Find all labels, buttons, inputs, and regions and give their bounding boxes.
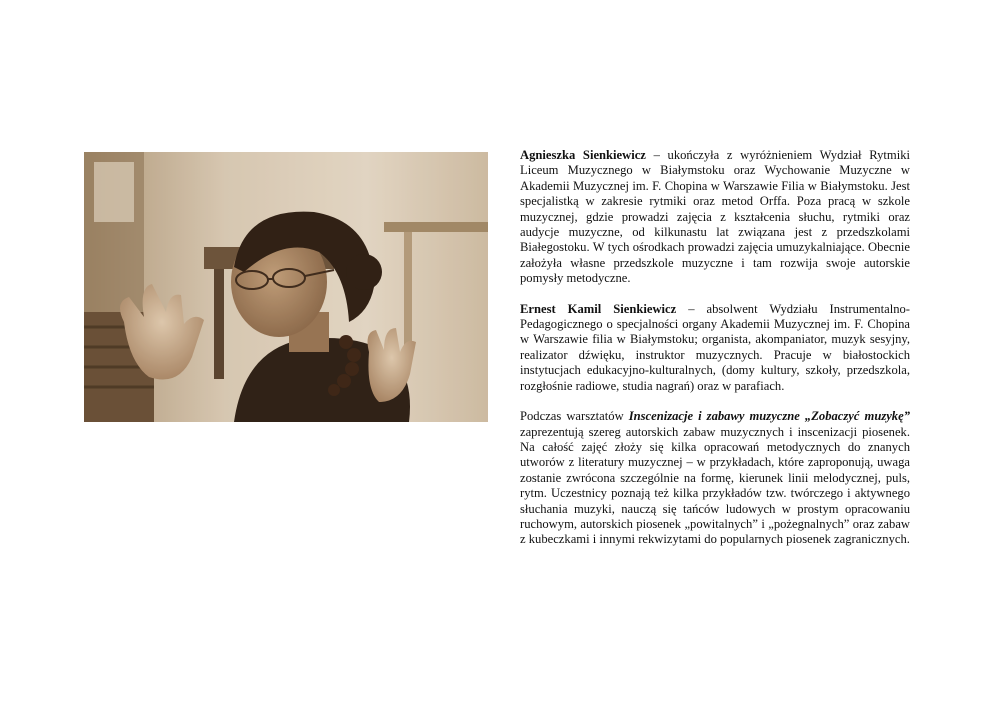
bio-agnieszka-text: – ukończyła z wyróżnieniem Wydział Rytmiki Liceum Muzycznego w Białymstoku oraz Wychowanie Muzyczne w Akademii Muzycznej im. F. Chopina w Warszawie Filia w Białymstoku. Jest specjalistką w zakresie rytmiki oraz metod Orffa. Poza pracą w szkole muzycznej, gdzie prowadzi zajęcia z kształcenia słuchu, rytmiki oraz audycje muzyczne, od kilkunastu lat związana jest z przedszkolami Białegostoku. W tych ośrodkach prowadzi zajęcia umuzykalniające. Obecnie założyła własne przedszkole muzyczne i tam rozwija swoje autorskie pomysły metodyczne. [520,148,910,286]
workshop-intro: Podczas warsztatów [520,409,629,424]
text-column [520,148,910,563]
workshop-title: Inscenizacje i zabawy muzyczne „Zobaczyć muzykę” [628,409,910,424]
bio-agnieszka-name: Agnieszka Sienkiewicz [520,148,646,162]
bio-ernest-text: – absolwent Wydziału Instrumentalno-Pedagogicznego o specjalności organy Akademii Muzycznej im. F. Chopina w Warszawie filia w Białymstoku; organista, akompaniator, muzyk sesyjny, realizator dźwięku, instruktor muzycznych. Pracuje w białostockich instytucjach edukacyjno-kulturalnych, (domy kultury, szkoły, przedszkola, rozgłośnie radiowe, studia nagrań) oraz w parafiach. [520,301,910,393]
bio-agnieszka [520,148,910,287]
workshop-text: zaprezentują szereg autorskich zabaw muzycznych i inscenizacji piosenek. Na całość zajęć złoży się kilka opracowań metodycznych do znanych utworów z literatury muzycznej – w przykładach, które zaproponują, uwaga zostanie zwrócona szczególnie na formę, kierunek linii melodycznej, puls, rytm. Uczestnicy poznają też kilka przykładów tzw. twórczego i aktywnego słuchania muzyki, nauczą się tańców ludowych w prostym opracowaniu ruchowym, autorskich piosenek „powitalnych” i „pożegnalnych” oraz zabaw z kubeczkami i innymi rekwizytami do popularnych piosenek zagranicznych. [520,424,910,547]
bio-ernest-name: Ernest Kamil Sienkiewicz [520,301,677,316]
bio-ernest [520,302,910,394]
workshop-description [520,409,910,548]
portrait-photo [84,152,488,422]
portrait-photo-image [84,152,488,422]
